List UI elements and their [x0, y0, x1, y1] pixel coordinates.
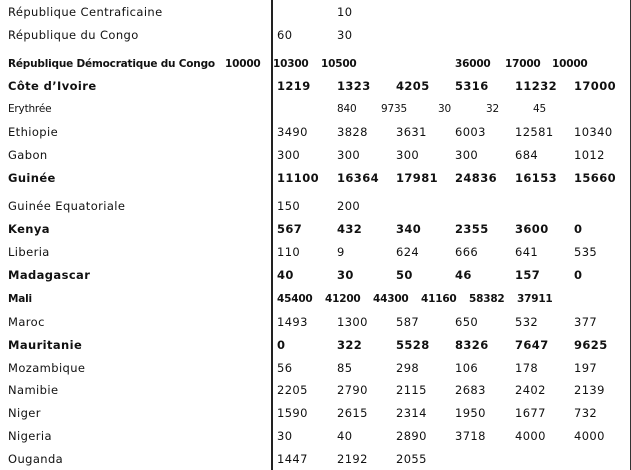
table-cell: 2115	[396, 383, 427, 397]
table-cell: 10300	[273, 58, 309, 70]
table-row	[0, 123, 631, 141]
table-cell: 300	[337, 148, 361, 162]
country-label: Nigeria	[8, 429, 52, 443]
country-label: Côte d’Ivoire	[8, 79, 97, 93]
table-cell: 3631	[396, 125, 427, 139]
country-label: Guinée Equatoriale	[8, 199, 126, 213]
table-cell: 300	[277, 148, 301, 162]
table-cell: 44300	[373, 293, 409, 305]
table-cell: 56	[277, 361, 293, 375]
table-cell: 9	[337, 245, 345, 259]
table-cell: 1300	[337, 315, 368, 329]
table-cell: 4205	[396, 79, 430, 93]
table-cell: 0	[277, 338, 286, 352]
table-cell: 32	[486, 103, 499, 115]
table-cell: 10340	[574, 125, 613, 139]
table-cell: 300	[455, 148, 479, 162]
table-row	[0, 381, 631, 399]
table-cell: 3490	[277, 125, 308, 139]
table-cell: 5316	[455, 79, 489, 93]
table-cell: 1590	[277, 406, 308, 420]
table-cell: 3718	[455, 429, 486, 443]
table-cell: 535	[574, 245, 598, 259]
table-cell: 377	[574, 315, 598, 329]
table-cell: 9625	[574, 338, 608, 352]
table-cell: 10000	[225, 58, 261, 70]
table-cell: 157	[515, 268, 541, 282]
table-cell: 197	[574, 361, 598, 375]
table-row	[0, 55, 631, 73]
table-cell: 24836	[455, 171, 498, 185]
table-cell: 178	[515, 361, 539, 375]
table-cell: 17000	[505, 58, 541, 70]
table-cell: 10000	[552, 58, 588, 70]
table-cell: 1219	[277, 79, 311, 93]
table-row	[0, 336, 631, 354]
table-cell: 432	[337, 222, 363, 236]
country-label: Mauritanie	[8, 338, 83, 352]
table-cell: 567	[277, 222, 303, 236]
table-row	[0, 404, 631, 422]
table-cell: 85	[337, 361, 353, 375]
table-cell: 110	[277, 245, 301, 259]
country-label: Gabon	[8, 148, 48, 162]
table-cell: 6003	[455, 125, 486, 139]
table-cell: 2402	[515, 383, 546, 397]
table-row	[0, 427, 631, 445]
table-cell: 16364	[337, 171, 380, 185]
table-row	[0, 243, 631, 261]
country-label: Guinée	[8, 171, 56, 185]
table-cell: 30	[438, 103, 451, 115]
country-label: Liberia	[8, 245, 50, 259]
table-cell: 1012	[574, 148, 605, 162]
table-cell: 0	[574, 222, 583, 236]
table-cell: 650	[455, 315, 479, 329]
table-cell: 8326	[455, 338, 489, 352]
table-row	[0, 26, 631, 44]
table-row	[0, 313, 631, 331]
country-label: Namibie	[8, 383, 59, 397]
table-cell: 2615	[337, 406, 368, 420]
table-cell: 45400	[277, 293, 313, 305]
table-cell: 17981	[396, 171, 439, 185]
table-cell: 30	[337, 28, 353, 42]
table-cell: 666	[455, 245, 479, 259]
table-cell: 7647	[515, 338, 549, 352]
table-cell: 12581	[515, 125, 554, 139]
table-cell: 45	[533, 103, 546, 115]
table-cell: 17000	[574, 79, 617, 93]
table-cell: 9735	[381, 103, 407, 115]
country-label: Mali	[8, 293, 32, 305]
table-cell: 2139	[574, 383, 605, 397]
table-cell: 4000	[515, 429, 546, 443]
table-cell: 50	[396, 268, 413, 282]
table-cell: 30	[277, 429, 293, 443]
table-cell: 2192	[337, 452, 368, 466]
table-row	[0, 146, 631, 164]
table-cell: 624	[396, 245, 420, 259]
table-cell: 2314	[396, 406, 427, 420]
table-cell: 11100	[277, 171, 320, 185]
table-row	[0, 3, 631, 21]
table-cell: 37911	[517, 293, 553, 305]
table-cell: 16153	[515, 171, 558, 185]
country-label: Mozambique	[8, 361, 86, 375]
table-cell: 41160	[421, 293, 457, 305]
table-cell: 2890	[396, 429, 427, 443]
table-cell: 1677	[515, 406, 546, 420]
table-cell: 10500	[321, 58, 357, 70]
table-cell: 40	[277, 268, 294, 282]
table-cell: 3600	[515, 222, 549, 236]
table-cell: 150	[277, 199, 301, 213]
country-label: Madagascar	[8, 268, 91, 282]
table-row	[0, 220, 631, 238]
table-cell: 300	[396, 148, 420, 162]
table-cell: 322	[337, 338, 363, 352]
table-cell: 41200	[325, 293, 361, 305]
table-cell: 641	[515, 245, 539, 259]
table-cell: 340	[396, 222, 422, 236]
table-cell: 11232	[515, 79, 558, 93]
table-cell: 1447	[277, 452, 308, 466]
table-cell: 2790	[337, 383, 368, 397]
table-cell: 40	[337, 429, 353, 443]
table-cell: 587	[396, 315, 420, 329]
table-cell: 298	[396, 361, 420, 375]
table-cell: 2055	[396, 452, 427, 466]
table-cell: 58382	[469, 293, 505, 305]
table-cell: 4000	[574, 429, 605, 443]
table-cell: 840	[337, 103, 357, 115]
table-cell: 732	[574, 406, 598, 420]
table-cell: 36000	[455, 58, 491, 70]
table-cell: 200	[337, 199, 361, 213]
table-cell: 5528	[396, 338, 430, 352]
table-cell: 532	[515, 315, 539, 329]
country-label: Maroc	[8, 315, 45, 329]
table-cell: 10	[337, 5, 353, 19]
country-label: Niger	[8, 406, 41, 420]
table-row	[0, 290, 631, 308]
table-cell: 2205	[277, 383, 308, 397]
table-cell: 1950	[455, 406, 486, 420]
table-row	[0, 197, 631, 215]
table-cell: 1323	[337, 79, 371, 93]
country-label: Ethiopie	[8, 125, 59, 139]
country-label: Kenya	[8, 222, 50, 236]
table-cell: 0	[574, 268, 583, 282]
table-row	[0, 77, 631, 95]
table-row	[0, 100, 631, 118]
country-label: République Centraficaine	[8, 5, 163, 19]
table-cell: 2683	[455, 383, 486, 397]
table-cell: 684	[515, 148, 539, 162]
country-label: République Démocratique du Congo	[8, 58, 215, 70]
country-label: République du Congo	[8, 28, 139, 42]
table-row	[0, 266, 631, 284]
table-cell: 46	[455, 268, 472, 282]
table-cell: 2355	[455, 222, 489, 236]
table-cell: 106	[455, 361, 479, 375]
table-cell: 15660	[574, 171, 617, 185]
table-cell: 60	[277, 28, 293, 42]
table-cell: 1493	[277, 315, 308, 329]
country-label: Ouganda	[8, 452, 64, 466]
table-cell: 3828	[337, 125, 368, 139]
table-row	[0, 450, 631, 468]
country-label: Erythrée	[8, 103, 52, 115]
table-row	[0, 169, 631, 187]
table-cell: 30	[337, 268, 354, 282]
table-row	[0, 359, 631, 377]
